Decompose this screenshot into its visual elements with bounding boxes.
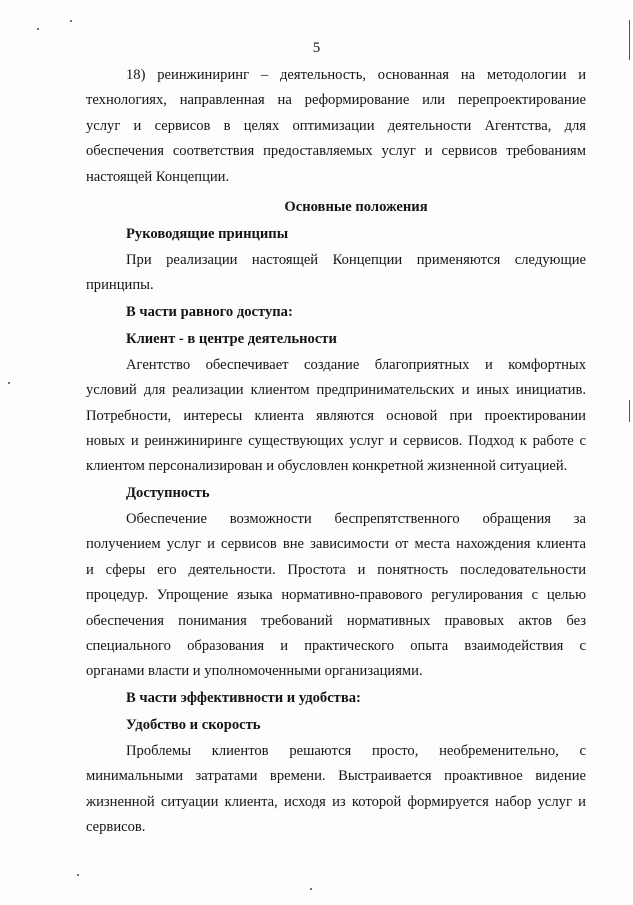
page-number: 5	[312, 40, 321, 56]
scan-speck	[8, 382, 10, 384]
paragraph-line: минимальными затратами времени. Выстраивается проактивное видение	[86, 768, 586, 785]
paragraph-line: обеспечения понимания требований нормативных правовых актов без	[86, 612, 586, 629]
paragraph-line: настоящей Концепции.	[86, 168, 230, 185]
section-heading: Основные положения	[284, 199, 428, 216]
document-body	[86, 63, 586, 840]
scan-edge-mark	[629, 400, 630, 422]
paragraph-line: Агентство обеспечивает создание благоприятных и комфортных	[126, 356, 586, 373]
paragraph	[86, 248, 586, 299]
paragraph-line: жизненной ситуации клиента, исходя из которой формируется набор услуг и	[86, 793, 586, 810]
paragraph-line: Проблемы клиентов решаются просто, необременительно, с	[126, 742, 586, 759]
subsection-heading: Клиент - в центре деятельности	[126, 330, 337, 347]
subsection-heading: Удобство и скорость	[126, 716, 261, 733]
paragraph-line: услуг и сервисов в целях оптимизации деятельности Агентства, для	[86, 117, 586, 134]
scan-speck	[310, 888, 312, 890]
paragraph-line: принципы.	[86, 277, 154, 294]
paragraph-line: органами власти и уполномоченными организациями.	[86, 663, 423, 680]
scan-speck	[77, 874, 79, 876]
paragraph-line: получением услуг и сервисов вне зависимости от места нахождения клиента	[86, 536, 586, 553]
paragraph-line: 18) реинжиниринг – деятельность, основанная на методологии и	[126, 67, 586, 83]
scan-edge-mark	[629, 20, 630, 60]
paragraph	[86, 353, 586, 480]
paragraph-line: клиентом персонализирован и обусловлен конкретной жизненной ситуацией.	[86, 458, 568, 475]
paragraph-line: и сферы его деятельности. Простота и понятность последовательности	[86, 561, 586, 578]
paragraph-line: специального образования и практического опыта взаимодействия с	[86, 637, 586, 654]
paragraph-line: Обеспечение возможности беспрепятственного обращения за	[126, 510, 586, 527]
subsection-heading: В части равного доступа:	[126, 303, 293, 320]
paragraph-line: процедур. Упрощение языка нормативно-правового регулирования с целью	[86, 587, 586, 604]
paragraph	[86, 739, 586, 841]
paragraph-line: При реализации настоящей Концепции применяются следующие	[126, 252, 586, 269]
paragraph	[86, 507, 586, 685]
scan-speck	[37, 28, 39, 30]
paragraph-line: обеспечения соответствия предоставляемых услуг и сервисов требованиям	[86, 143, 586, 160]
scan-speck	[70, 20, 72, 22]
paragraph-line: сервисов.	[86, 818, 146, 835]
paragraph-line: Потребности, интересы клиента являются основой при проектировании	[86, 407, 586, 424]
subsection-heading: Руководящие принципы	[126, 226, 289, 243]
paragraph-line: технологиях, направленная на реформирование или перепроектирование	[86, 92, 586, 109]
subsection-heading: Доступность	[126, 484, 210, 501]
paragraph-line: условий для реализации клиентом предпринимательских и иных инициатив.	[86, 382, 586, 399]
paragraph-line: новых и реинжиниринге существующих услуг и сервисов. Подход к работе с	[86, 433, 586, 450]
paragraph	[86, 63, 586, 190]
subsection-heading: В части эффективности и удобства:	[126, 689, 361, 706]
